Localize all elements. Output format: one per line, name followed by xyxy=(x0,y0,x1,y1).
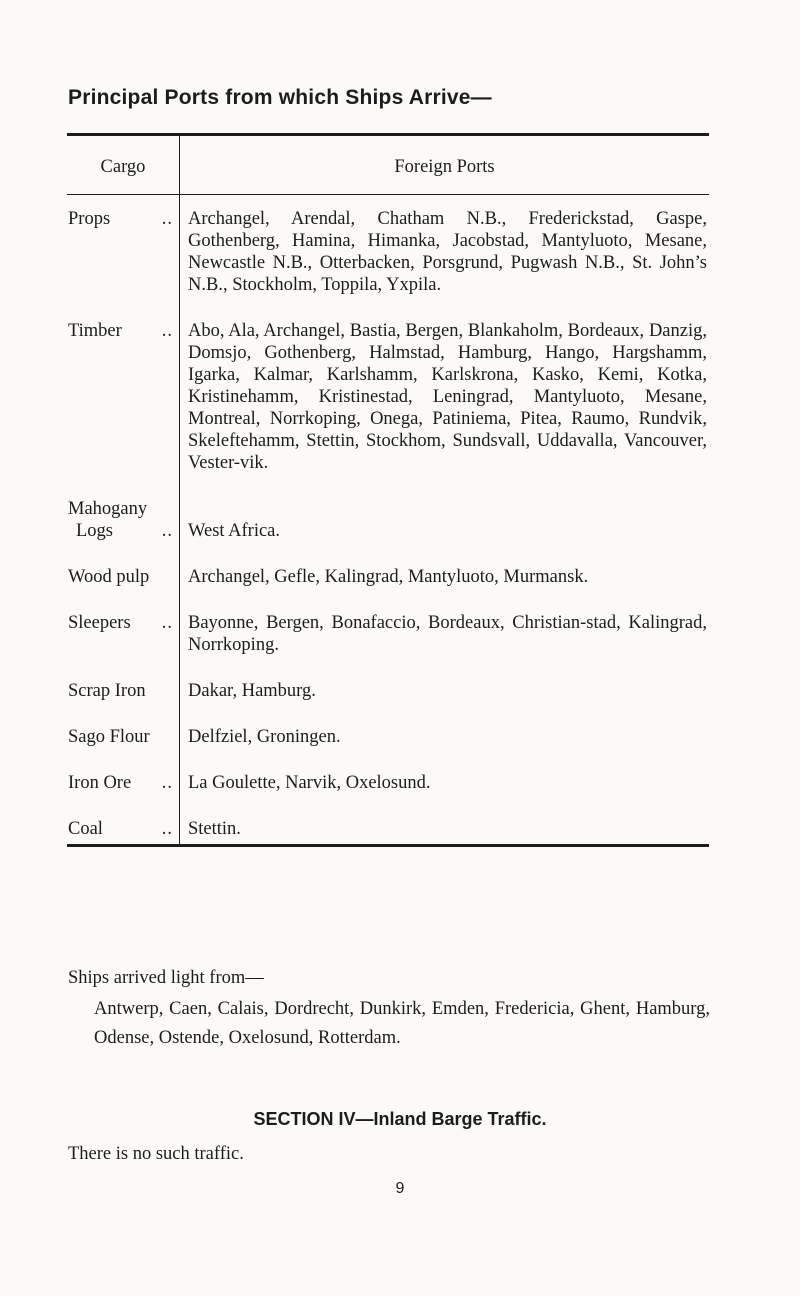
cargo-cell xyxy=(67,482,180,550)
cargo-name: Scrap Iron xyxy=(68,681,146,701)
cargo-name: Sago Flour xyxy=(68,727,150,747)
cargo-cell xyxy=(67,304,180,482)
section-title: SECTION IV—Inland Barge Traffic. xyxy=(253,1109,547,1129)
leader-dots: .. xyxy=(161,613,173,633)
ports-column-header: Foreign Ports xyxy=(180,135,710,195)
table-header-row xyxy=(67,135,709,195)
table-row xyxy=(67,756,709,802)
ports-cell: Stettin. xyxy=(188,819,241,839)
ports-cell: Abo, Ala, Archangel, Bastia, Bergen, Blankaholm, Bordeaux, Danzig, Domsjo, Gothenberg, Halmstad, Hamburg, Hango, Hargshamm, Igarka, Kalmar, Karlshamm, Karlskrona, Kasko, Kemi, Kotka, Kristinehamm, Kristinestad, Leningrad, Mantyluoto, Mesane, Montreal, Norrkoping, Onega, Patiniema, Pitea, Raumo, Rundvik, Skeleftehamm, Stettin, Stockhom, Sundsvall, Uddavalla, Vancouver, Vester-vik. xyxy=(188,321,707,473)
table-row xyxy=(67,195,709,305)
leader-dots: .. xyxy=(161,321,173,341)
cargo-cell xyxy=(67,756,180,802)
section-text: There is no such traffic. xyxy=(68,1144,244,1164)
leader-dots: .. xyxy=(161,819,173,839)
cargo-name: Wood pulp xyxy=(68,567,150,587)
cargo-name: Coal xyxy=(68,819,103,839)
cargo-cell xyxy=(67,664,180,710)
ports-cell: Archangel, Gefle, Kalingrad, Mantyluoto, Murmansk. xyxy=(188,567,589,587)
light-arrivals-intro: Ships arrived light from— xyxy=(68,968,264,988)
cargo-column-header: Cargo xyxy=(67,135,180,195)
cargo-cell xyxy=(67,195,180,305)
table-row xyxy=(67,482,709,550)
ports-cell: La Goulette, Narvik, Oxelosund. xyxy=(188,773,431,793)
table-row xyxy=(67,304,709,482)
table-row xyxy=(67,710,709,756)
cargo-cell xyxy=(67,710,180,756)
table-row xyxy=(67,664,709,710)
cargo-cell xyxy=(67,802,180,846)
light-arrivals-ports: Antwerp, Caen, Calais, Dordrecht, Dunkirk, Emden, Fredericia, Ghent, Hamburg, Odense, Ostende, Oxelosund, Rotterdam. xyxy=(94,999,710,1048)
page-heading: Principal Ports from which Ships Arrive— xyxy=(68,86,492,109)
cargo-name-line1: Mahogany xyxy=(68,499,148,519)
table-row xyxy=(67,596,709,664)
ports-table xyxy=(67,133,709,847)
table-row xyxy=(67,802,709,846)
cargo-name: Props xyxy=(68,209,111,229)
cargo-name: Iron Ore xyxy=(68,773,132,793)
cargo-name: Sleepers xyxy=(68,613,131,633)
ports-cell: Bayonne, Bergen, Bonafaccio, Bordeaux, Christian-stad, Kalingrad, Norrkoping. xyxy=(188,613,707,655)
leader-dots: .. xyxy=(161,209,173,229)
ports-cell: West Africa. xyxy=(188,521,281,541)
ports-cell: Dakar, Hamburg. xyxy=(188,681,316,701)
cargo-cell xyxy=(67,550,180,596)
ports-cell: Delfziel, Groningen. xyxy=(188,727,341,747)
leader-dots: .. xyxy=(161,521,173,541)
leader-dots: .. xyxy=(161,773,173,793)
table-row xyxy=(67,550,709,596)
page-number: 9 xyxy=(395,1180,405,1197)
cargo-name-line2: Logs xyxy=(76,521,113,541)
ports-cell: Archangel, Arendal, Chatham N.B., Frederickstad, Gaspe, Gothenberg, Hamina, Himanka, Jacobstad, Mantyluoto, Mesane, Newcastle N.B., Otterbacken, Porsgrund, Pugwash N.B., St. John’s N.B., Stockholm, Toppila, Yxpila. xyxy=(188,209,707,295)
cargo-name: Timber xyxy=(68,321,122,341)
cargo-cell xyxy=(67,596,180,664)
